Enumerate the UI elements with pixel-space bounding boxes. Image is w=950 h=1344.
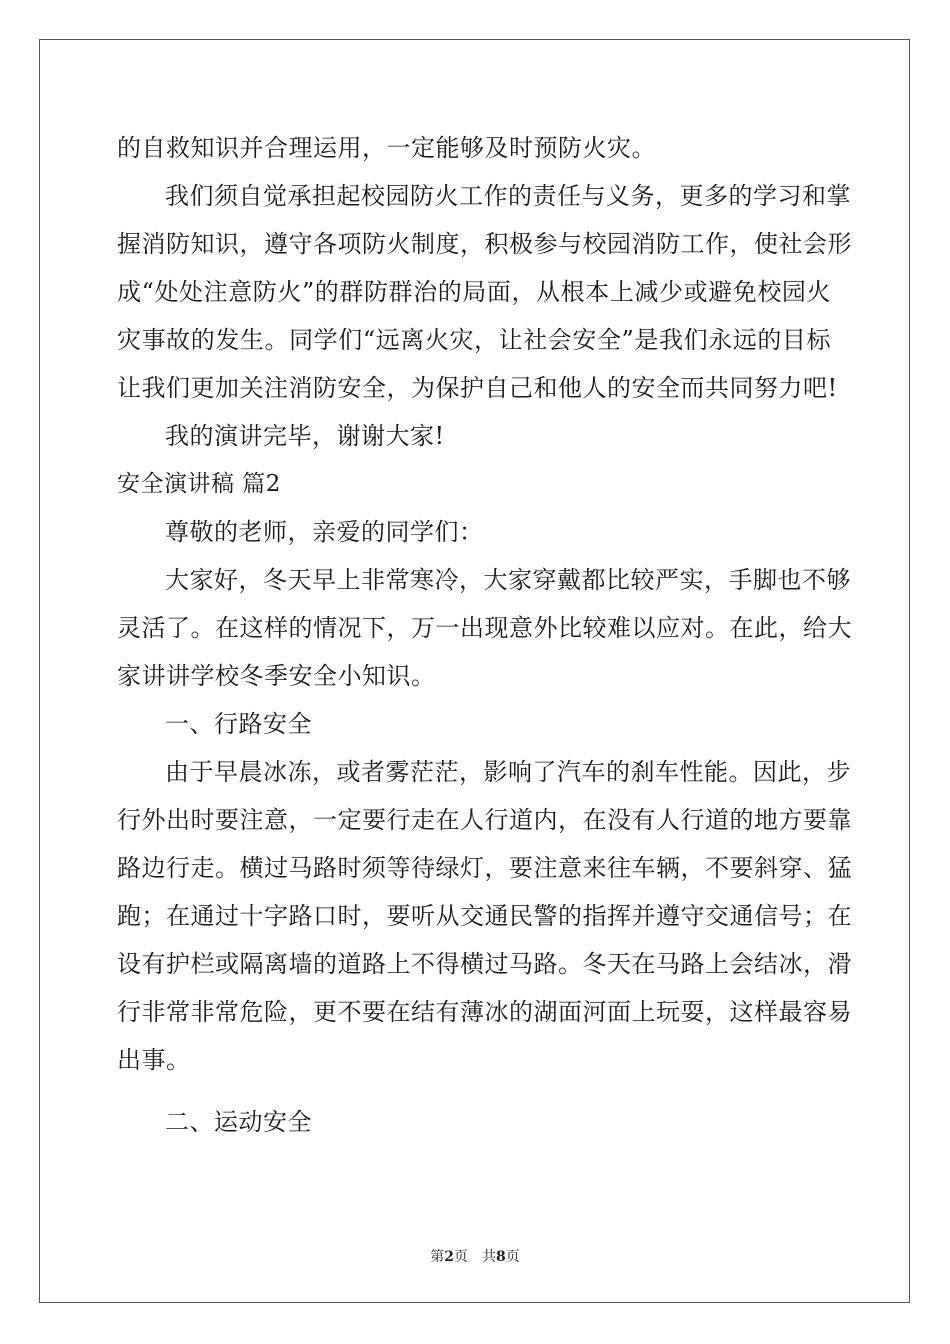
total-page-number: 8 <box>496 1249 506 1265</box>
paragraph-line: 的自救知识并合理运用，一定能够及时预防火灾。 <box>117 134 656 162</box>
page-suffix: 页 <box>505 1249 520 1265</box>
paragraph-line: 出事。 <box>117 1046 191 1074</box>
paragraph-line: 灵活了。在这样的情况下，万一出现意外比较难以应对。在此，给大 <box>117 614 852 642</box>
subheading-line: 一、行路安全 <box>165 710 312 738</box>
paragraph-line: 行非常非常危险，更不要在结有薄冰的湖面河面上玩耍，这样最容易 <box>117 998 852 1026</box>
paragraph-line: 我们须自觉承担起校园防火工作的责任与义务，更多的学习和掌 <box>165 182 851 210</box>
paragraph-line: 由于早晨冰冻，或者雾茫茫，影响了汽车的刹车性能。因此，步 <box>165 758 851 786</box>
paragraph-gap <box>117 1084 831 1098</box>
salutation-line: 尊敬的老师，亲爱的同学们： <box>165 518 484 546</box>
paragraph-line: 家讲讲学校冬季安全小知识。 <box>117 662 436 690</box>
current-page-number: 2 <box>444 1249 454 1265</box>
paragraph-line: 路边行走。横过马路时须等待绿灯，要注意来往车辆，不要斜穿、猛 <box>117 854 852 882</box>
paragraph-line: 成“处处注意防火”的群防群治的局面，从根本上减少或避免校园火 <box>117 278 831 306</box>
page-mid: 页 共 <box>454 1249 496 1265</box>
paragraph-line: 跑；在通过十字路口时，要听从交通民警的指挥并遵守交通信号；在 <box>117 902 852 930</box>
paragraph-line: 大家好，冬天早上非常寒冷，大家穿戴都比较严实，手脚也不够 <box>165 566 851 594</box>
paragraph-line: 灾事故的发生。同学们“远离火灾，让社会安全”是我们永远的目标 <box>117 326 831 354</box>
page-footer <box>0 1246 950 1266</box>
closing-line: 我的演讲完毕，谢谢大家! <box>165 422 445 450</box>
page-prefix: 第 <box>430 1249 445 1265</box>
document-body <box>117 124 852 1146</box>
subheading-line: 二、运动安全 <box>165 1108 312 1136</box>
paragraph-line: 握消防知识，遵守各项防火制度，积极参与校园消防工作，使社会形 <box>117 230 852 258</box>
paragraph-line: 行外出时要注意，一定要行走在人行道内，在没有人行道的地方要靠 <box>117 806 852 834</box>
paragraph-line: 设有护栏或隔离墙的道路上不得横过马路。冬天在马路上会结冰，滑 <box>117 950 852 978</box>
section-heading: 安全演讲稿 篇2 <box>117 471 281 497</box>
paragraph-line: 让我们更加关注消防安全，为保护自己和他人的安全而共同努力吧! <box>117 374 838 402</box>
